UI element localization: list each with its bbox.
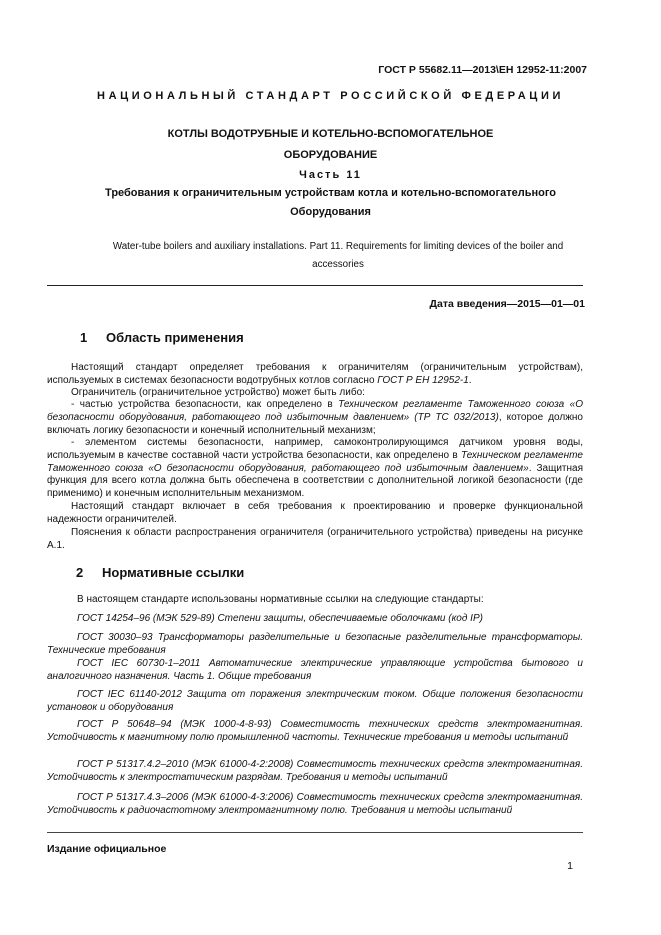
section-2-intro: В настоящем стандарте использованы нормативные ссылки на следующие стандарты: xyxy=(77,594,484,605)
english-title: Water-tube boilers and auxiliary installations. Part 11. Requirements for limiting devices of the boiler and accessories xyxy=(112,241,564,270)
part-number: Часть 11 xyxy=(299,169,362,181)
section-1-paragraph-1: Настоящий стандарт определяет требования к ограничителям (ограничительным устройствам), используемых в системах безопасности водотрубных котлов согласно ГОСТ Р ЕН 12952-1. xyxy=(47,362,583,386)
section-1-title: Область применения xyxy=(106,330,244,345)
title-divider xyxy=(47,285,583,286)
national-standard-banner: НАЦИОНАЛЬНЫЙ СТАНДАРТ РОССИЙСКОЙ ФЕДЕРАЦИИ xyxy=(97,90,564,102)
intro-date: Дата введения—2015—01—01 xyxy=(429,298,585,310)
section-2-title: Нормативные ссылки xyxy=(102,565,245,580)
subtitle-line-1: Требования к ограничительным устройствам котла и котельно-вспомогательного xyxy=(105,187,556,199)
section-2-heading xyxy=(76,565,244,580)
subtitle-line-2: Оборудования xyxy=(290,206,371,218)
reference-item: ГОСТ Р 51317.4.2–2010 (МЭК 61000-4-2:2008) Совместимость технических средств электромагнитная. Устойчивость к электростатическим разрядам. Требования и методы испытаний xyxy=(47,759,583,783)
reference-item: ГОСТ Р 50648–94 (МЭК 1000-4-8-93) Совместимость технических средств электромагнитная. Устойчивость к магнитному полю промышленной частоты. Технические требования и методы испытаний xyxy=(47,719,583,743)
section-1-paragraph-4: Пояснения к области распространения ограничителя (ограничительного устройства) приведены на рисунке А.1. xyxy=(47,527,583,551)
reference-item: ГОСТ IEC 61140-2012 Защита от поражения электрическим током. Общие положения безопасности установок и оборудования xyxy=(47,689,583,713)
section-1-list-item-1: - частью устройства безопасности, как определено в Техническом регламенте Таможенного союза «О безопасности оборудования, работающего под избыточным давлением» (ТР ТС 032/2013), которое должно включать логику безопасности и конечный исполнительный механизм; xyxy=(47,399,583,436)
reference-item: ГОСТ IEC 60730-1–2011 Автоматические электрические управляющие устройства бытового и аналогичного назначения. Часть 1. Общие требования xyxy=(47,658,583,682)
reference-gost-en-12952-1: ГОСТ Р ЕН 12952-1 xyxy=(377,374,469,386)
section-1-number: 1 xyxy=(80,330,88,345)
section-2-number: 2 xyxy=(76,565,84,580)
footer-divider xyxy=(47,832,583,833)
document-code: ГОСТ Р 55682.11—2013\ЕН 12952-11:2007 xyxy=(378,64,587,76)
page-number: 1 xyxy=(567,860,573,872)
section-1-paragraph-2: Ограничитель (ограничительное устройство) может быть либо: xyxy=(71,387,365,398)
section-1-heading xyxy=(80,330,244,345)
title-line-1: КОТЛЫ ВОДОТРУБНЫЕ И КОТЕЛЬНО-ВСПОМОГАТЕЛЬНОЕ xyxy=(167,128,494,140)
reference-item: ГОСТ Р 51317.4.3–2006 (МЭК 61000-4-3:2006) Совместимость технических средств электромагнитная. Устойчивость к радиочастотному электромагнитному полю. Требования и методы испытаний xyxy=(47,792,583,816)
section-1-paragraph-3: Настоящий стандарт включает в себя требования к проектированию и проверке функциональной надежности ограничителей. xyxy=(47,501,583,525)
title-line-2: ОБОРУДОВАНИЕ xyxy=(283,149,378,161)
section-1-list-item-2: - элементом системы безопасности, например, самоконтролирующимся датчиком уровня воды, используемым в качестве составной части устройства безопасности, как определено в Техническом регламенте Таможенного союза «О безопасности оборудования, работающего под избыточным давлением». Защитная функция для всего котла должна быть обеспечена в соответствии с дополнительной логикой безопасности (где применимо) и конечным исполнительным механизмом. xyxy=(47,437,583,500)
reference-item: ГОСТ 14254–96 (МЭК 529-89) Степени защиты, обеспечиваемые оболочками (код IP) xyxy=(77,613,483,624)
edition-label: Издание официальное xyxy=(47,843,167,855)
reference-item: ГОСТ 30030–93 Трансформаторы разделительные и безопасные разделительные трансформаторы. Технические требования xyxy=(47,632,583,656)
